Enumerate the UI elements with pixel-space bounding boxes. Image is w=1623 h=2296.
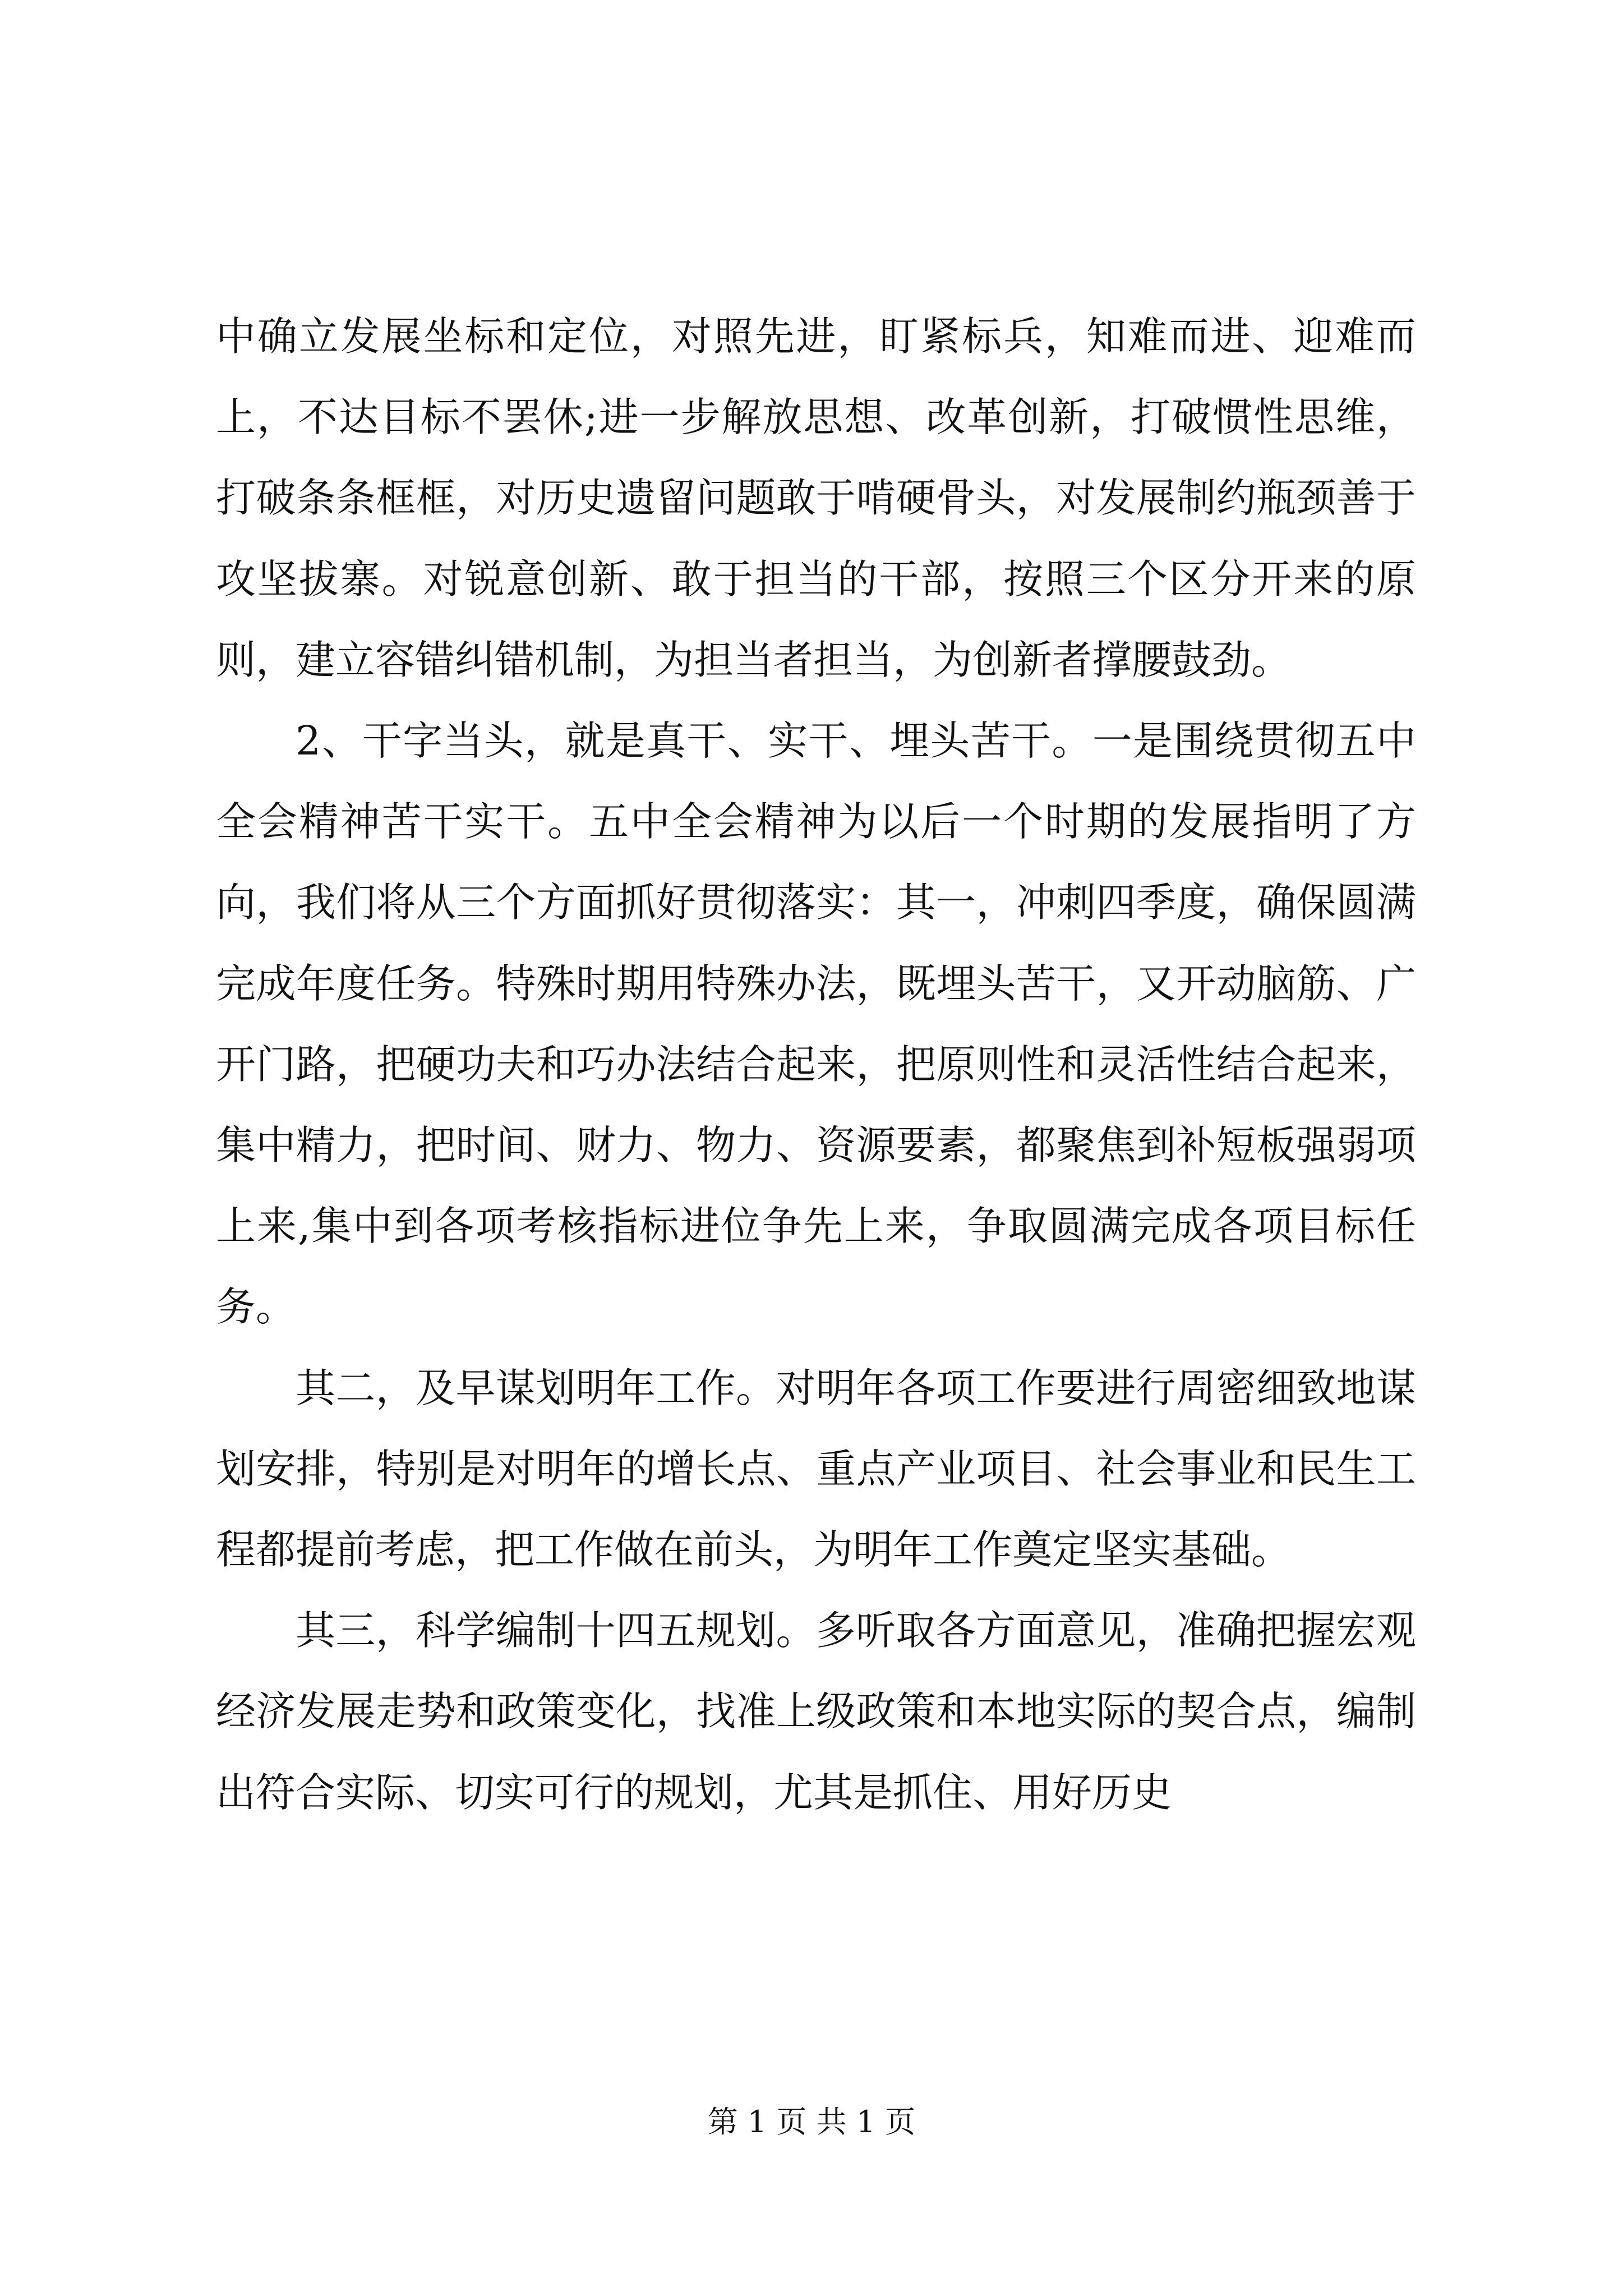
paragraph-3: 其二，及早谋划明年工作。对明年各项工作要进行周密细致地谋划安排，特别是对明年的增长点、重点产业项目、社会事业和民生工程都提前考虑，把工作做在前头，为明年工作奠定坚实基础。 bbox=[216, 1364, 1416, 1573]
paragraph-2: 2、干字当头，就是真干、实干、埋头苦干。一是围绕贯彻五中全会精神苦干实干。五中全会精神为以后一个时期的发展指明了方向，我们将从三个方面抓好贯彻落实：其一，冲刺四季度，确保圆满完成年度任务。特殊时期用特殊办法，既埋头苦干，又开动脑筋、广开门路，把硬功夫和巧办法结合起来，把原则性和灵活性结合起来，集中精力，把时间、财力、物力、资源要素，都聚焦到补短板强弱项上来,集中到各项考核指标进位争先上来，争取圆满完成各项目标任务。 bbox=[216, 717, 1416, 1331]
page-footer: 第 1 页 共 1 页 bbox=[707, 2104, 916, 2139]
paragraph-1: 中确立发展坐标和定位，对照先进，盯紧标兵，知难而进、迎难而上，不达目标不罢休;进一步解放思想、改革创新，打破惯性思维，打破条条框框，对历史遗留问题敢于啃硬骨头，对发展制约瓶颈善于攻坚拔寨。对锐意创新、敢于担当的干部，按照三个区分开来的原则，建立容错纠错机制，为担当者担当，为创新者撑腰鼓劲。 bbox=[216, 313, 1416, 683]
paragraph-4: 其三，科学编制十四五规划。多听取各方面意见，准确把握宏观经济发展走势和政策变化，找准上级政策和本地实际的契合点，编制出符合实际、切实可行的规划，尤其是抓住、用好历史 bbox=[216, 1607, 1416, 1816]
body-text bbox=[216, 296, 1416, 1833]
